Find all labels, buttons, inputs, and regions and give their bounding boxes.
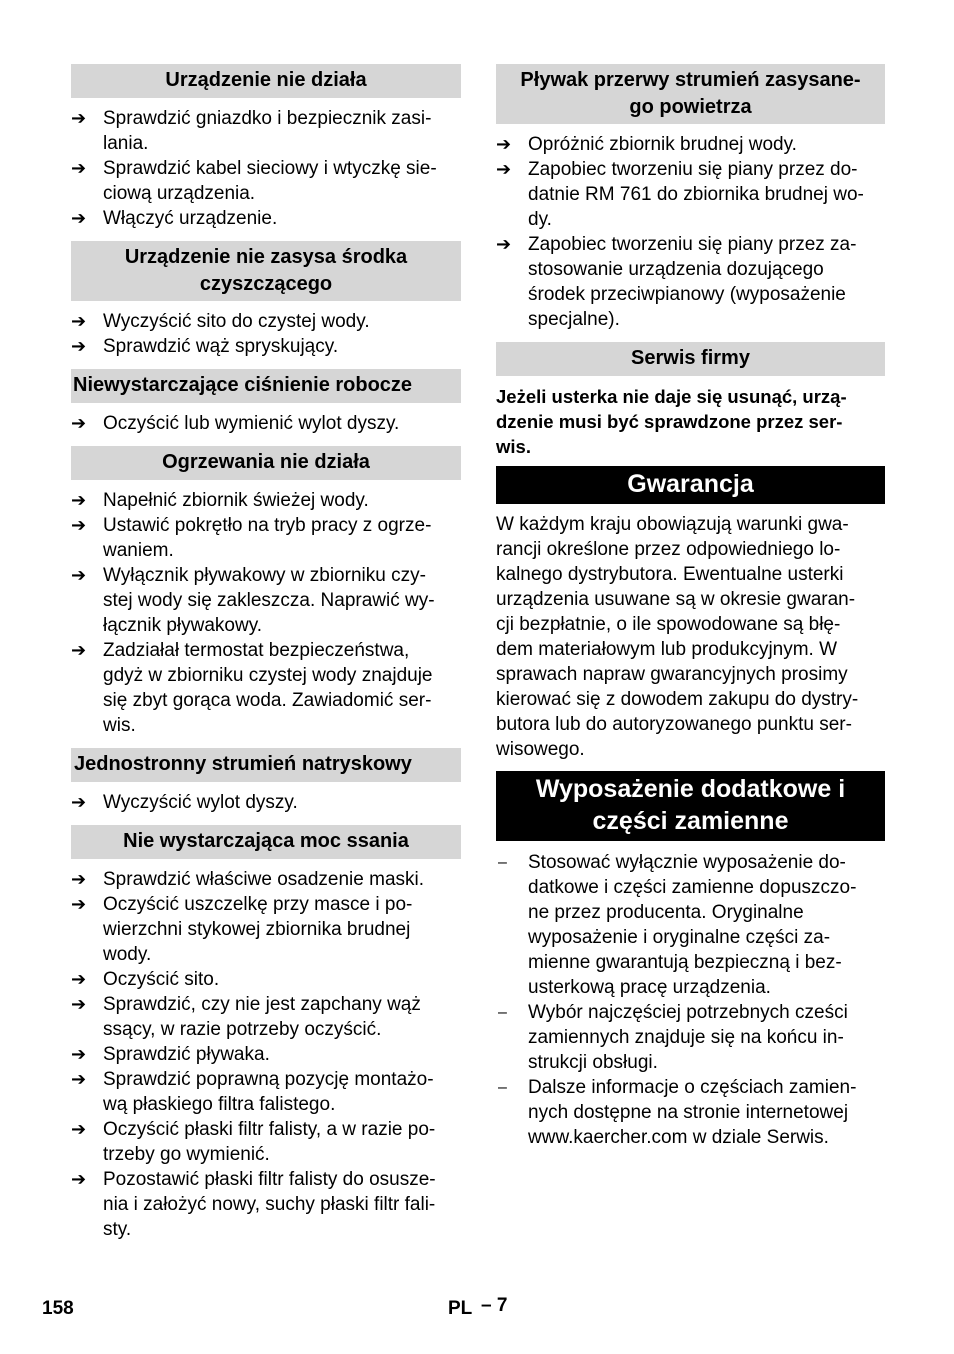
arrow-icon: ➔ <box>71 1069 87 1089</box>
section-heading: Nie wystarczająca moc ssania <box>71 825 461 859</box>
list-item: ➔ Wyłącznik pływakowy w zbiorniku czy- stej wody się zakleszcza. Naprawić wy- łącznik pływakowy. <box>71 565 435 636</box>
section-heading: Urządzenie nie działa <box>71 64 461 98</box>
dash-icon: – <box>498 1004 507 1021</box>
arrow-icon: ➔ <box>71 640 87 660</box>
arrow-icon: ➔ <box>71 994 87 1014</box>
arrow-icon: ➔ <box>71 969 87 989</box>
dash-icon: – <box>498 854 507 871</box>
arrow-icon: ➔ <box>71 565 87 585</box>
page-number: 158 <box>42 1298 74 1319</box>
section-heading: Serwis firmy <box>496 342 885 376</box>
warranty-paragraph: W każdym kraju obowiązują warunki gwa- rancji określone przez odpowiedniego lo- kalnego dystrybutora. Ewentualne usterki urządzenia usuwane są w okresie gwaran- cji bezpłatnie, o ile spowodowane są błę- dem materiałowym lub produkcyjnym. W sprawach napraw gwarancyjnych prosimy kierować się z dowodem zakupu do dystry- butora lub do autoryzowanego punktu ser- wisowego. <box>496 514 859 760</box>
left-column <box>71 64 461 1252</box>
arrow-icon: ➔ <box>496 134 512 154</box>
section-heading: Pływak przerwy strumień zasysane- go powietrza <box>496 64 885 124</box>
dash-icon: – <box>498 1079 507 1096</box>
bullet-list <box>71 301 461 369</box>
list-item: ➔ Sprawdzić kabel sieciowy i wtyczkę sie- ciową urządzenia. <box>71 158 437 204</box>
list-item: ➔ Sprawdzić pływaka. <box>71 1044 270 1065</box>
list-item: – Dalsze informacje o częściach zamien- nych dostępne na stronie internetowej www.kaercher.com w dziale Serwis. <box>498 1077 857 1148</box>
arrow-icon: ➔ <box>71 869 87 889</box>
list-item: ➔ Wyczyścić sito do czystej wody. <box>71 311 370 332</box>
list-item: ➔ Oczyścić lub wymienić wylot dyszy. <box>71 413 400 434</box>
dash-list <box>496 841 885 1160</box>
list-item: ➔ Sprawdzić wąż spryskujący. <box>71 336 339 357</box>
arrow-icon: ➔ <box>71 515 87 535</box>
service-paragraph: Jeżeli usterka nie daje się usunąć, urzą- dzenie musi być sprawdzone przez ser- wis. <box>496 386 847 457</box>
bullet-list <box>71 403 461 446</box>
arrow-icon: ➔ <box>71 1119 87 1139</box>
list-item: ➔ Sprawdzić poprawną pozycję montażo- wą płaskiego filtra falistego. <box>71 1069 434 1115</box>
arrow-icon: ➔ <box>71 413 87 433</box>
arrow-icon: ➔ <box>71 490 87 510</box>
bullet-list <box>496 124 885 342</box>
list-item: ➔ Zapobiec tworzeniu się piany przez za- stosowanie urządzenia dozującego środek przeciwpianowy (wyposażenie specjalne). <box>496 234 857 330</box>
section-heading: Urządzenie nie zasysa środka czyszczącego <box>71 241 461 301</box>
list-item: ➔ Oczyścić sito. <box>71 969 220 990</box>
language-code: PL <box>448 1298 473 1319</box>
list-item: – Wybór najczęściej potrzebnych cześci zamiennych znajduje się na końcu in- strukcji obsługi. <box>498 1002 848 1073</box>
arrow-icon: ➔ <box>71 792 87 812</box>
section-heading: Jednostronny strumień natryskowy <box>71 748 461 782</box>
bullet-list <box>71 480 461 748</box>
section-page: – 7 <box>481 1295 508 1316</box>
arrow-icon: ➔ <box>71 1044 87 1064</box>
arrow-icon: ➔ <box>71 108 87 128</box>
right-column <box>496 64 885 1160</box>
section-heading: Ogrzewania nie działa <box>71 446 461 480</box>
chapter-heading: Gwarancja <box>496 466 885 504</box>
list-item: ➔ Napełnić zbiornik świeżej wody. <box>71 490 369 511</box>
list-item: ➔ Zadziałał termostat bezpieczeństwa, gdyż w zbiorniku czystej wody znajduje się zbyt gorąca woda. Zawiadomić ser- wis. <box>71 640 433 736</box>
arrow-icon: ➔ <box>71 1169 87 1189</box>
arrow-icon: ➔ <box>71 158 87 178</box>
bullet-list <box>71 859 461 1252</box>
list-item: ➔ Włączyć urządzenie. <box>71 208 278 229</box>
arrow-icon: ➔ <box>496 159 512 179</box>
section-heading: Niewystarczające ciśnienie robocze <box>71 369 461 403</box>
list-item: ➔ Ustawić pokrętło na tryb pracy z ogrze- waniem. <box>71 515 432 561</box>
list-item: ➔ Zapobiec tworzeniu się piany przez do- datnie RM 761 do zbiornika brudnej wo- dy. <box>496 159 864 230</box>
list-item: ➔ Oczyścić płaski filtr falisty, a w razie po- trzeby go wymienić. <box>71 1119 436 1165</box>
list-item: ➔ Sprawdzić, czy nie jest zapchany wąż ssący, w razie potrzeby oczyścić. <box>71 994 421 1040</box>
list-item: ➔ Sprawdzić gniazdko i bezpiecznik zasi- lania. <box>71 108 432 154</box>
list-item: ➔ Wyczyścić wylot dyszy. <box>71 792 298 813</box>
list-item: ➔ Opróżnić zbiornik brudnej wody. <box>496 134 797 155</box>
arrow-icon: ➔ <box>71 311 87 331</box>
list-item: ➔ Oczyścić uszczelkę przy masce i po- wierzchni stykowej zbiornika brudnej wody. <box>71 894 413 965</box>
list-item: ➔ Sprawdzić właściwe osadzenie maski. <box>71 869 425 890</box>
list-item: – Stosować wyłącznie wyposażenie do- datkowe i części zamienne dopuszczo- ne przez producenta. Oryginalne wyposażenie i oryginalne części za- mienne gwarantują bezpieczną i bez- usterkową pracę urządzenia. <box>498 852 857 998</box>
bullet-list <box>71 98 461 241</box>
arrow-icon: ➔ <box>71 336 87 356</box>
list-item: ➔ Pozostawić płaski filtr falisty do osusze- nia i założyć nowy, suchy płaski filtr fali- sty. <box>71 1169 436 1240</box>
chapter-heading: Wyposażenie dodatkowe i części zamienne <box>496 771 885 841</box>
arrow-icon: ➔ <box>496 234 512 254</box>
arrow-icon: ➔ <box>71 208 87 228</box>
arrow-icon: ➔ <box>71 894 87 914</box>
bullet-list <box>71 782 461 825</box>
